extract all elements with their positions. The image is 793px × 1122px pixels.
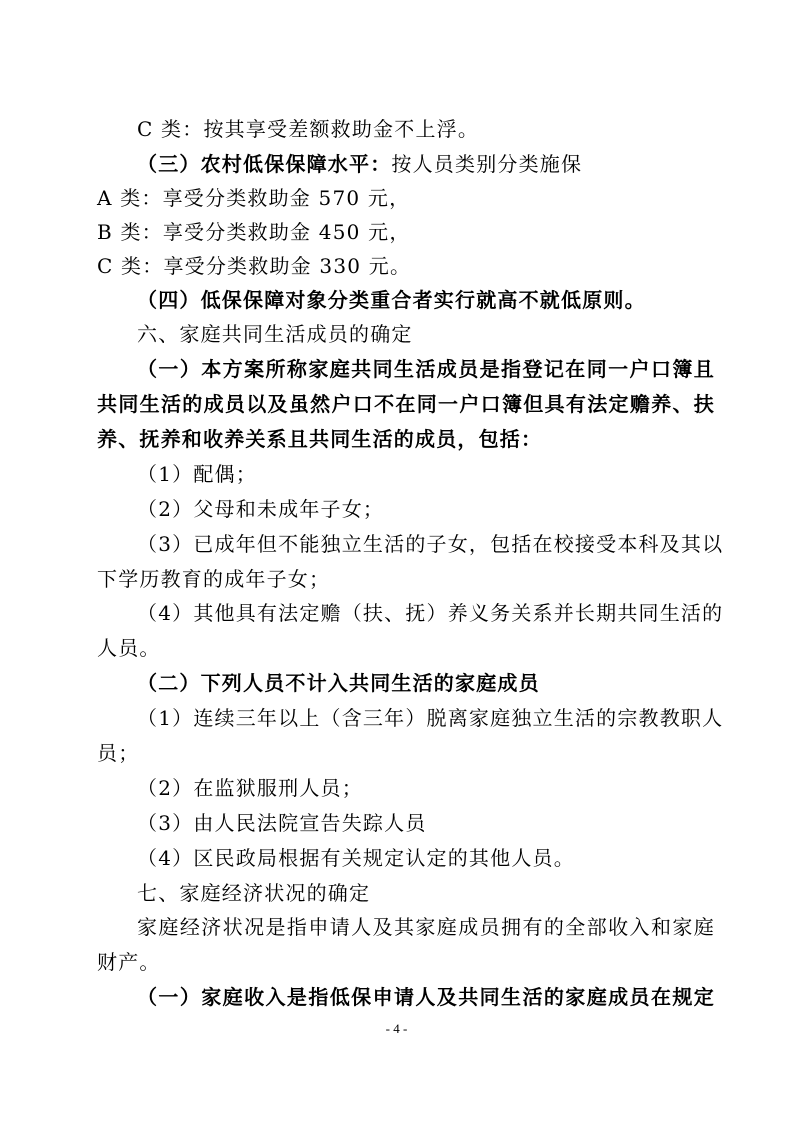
page-number: - 4 - bbox=[385, 1021, 408, 1036]
section-heading-inline: （三）农村低保保障水平： bbox=[137, 152, 392, 176]
text-line: C 类：享受分类救助金 330 元。 bbox=[97, 254, 412, 278]
list-item: （4）其他具有法定赡（扶、抚）养义务关系并长期共同生活的 bbox=[137, 601, 724, 625]
chapter-heading: 七、家庭经济状况的确定 bbox=[137, 881, 371, 905]
section-heading: （一）家庭收入是指低保申请人及共同生活的家庭成员在规定 bbox=[137, 985, 715, 1009]
section-heading: （一）本方案所称家庭共同生活成员是指登记在同一户口簿且 bbox=[137, 357, 715, 381]
list-item: （2）在监狱服刑人员； bbox=[137, 776, 363, 800]
list-item-cont: 员； bbox=[97, 741, 140, 765]
section-heading-cont: 养、抚养和收养关系且共同生活的成员，包括： bbox=[97, 427, 543, 451]
text-line: C 类：按其享受差额救助金不上浮。 bbox=[137, 117, 480, 141]
list-item: （3）由人民法院宣告失踪人员 bbox=[137, 811, 427, 835]
list-item: （4）区民政局根据有关规定认定的其他人员。 bbox=[137, 846, 575, 870]
list-item-cont: 下学历教育的成年子女； bbox=[97, 567, 331, 591]
text-line bbox=[137, 151, 582, 177]
text-span: 按人员类别分类施保 bbox=[391, 152, 583, 176]
section-heading: （二）下列人员不计入共同生活的家庭成员 bbox=[137, 671, 540, 695]
text-line: B 类：享受分类救助金 450 元， bbox=[97, 220, 411, 244]
paragraph-line: 家庭经济状况是指申请人及其家庭成员拥有的全部收入和家庭 bbox=[137, 915, 715, 939]
chapter-heading: 六、家庭共同生活成员的确定 bbox=[137, 322, 413, 346]
list-item: （1）配偶； bbox=[137, 462, 257, 486]
list-item-cont: 人员。 bbox=[97, 636, 161, 660]
paragraph-line-cont: 财产。 bbox=[97, 950, 161, 974]
section-heading: （四）低保保障对象分类重合者实行就高不就低原则。 bbox=[137, 288, 646, 312]
list-item: （1）连续三年以上（含三年）脱离家庭独立生活的宗教教职人 bbox=[137, 706, 724, 730]
list-item: （3）已成年但不能独立生活的子女，包括在校接受本科及其以 bbox=[137, 532, 724, 556]
text-line: A 类：享受分类救助金 570 元， bbox=[97, 186, 411, 210]
section-heading-cont: 共同生活的成员以及虽然户口不在同一户口簿但具有法定赡养、扶 bbox=[97, 392, 715, 416]
list-item: （2）父母和未成年子女； bbox=[137, 497, 385, 521]
